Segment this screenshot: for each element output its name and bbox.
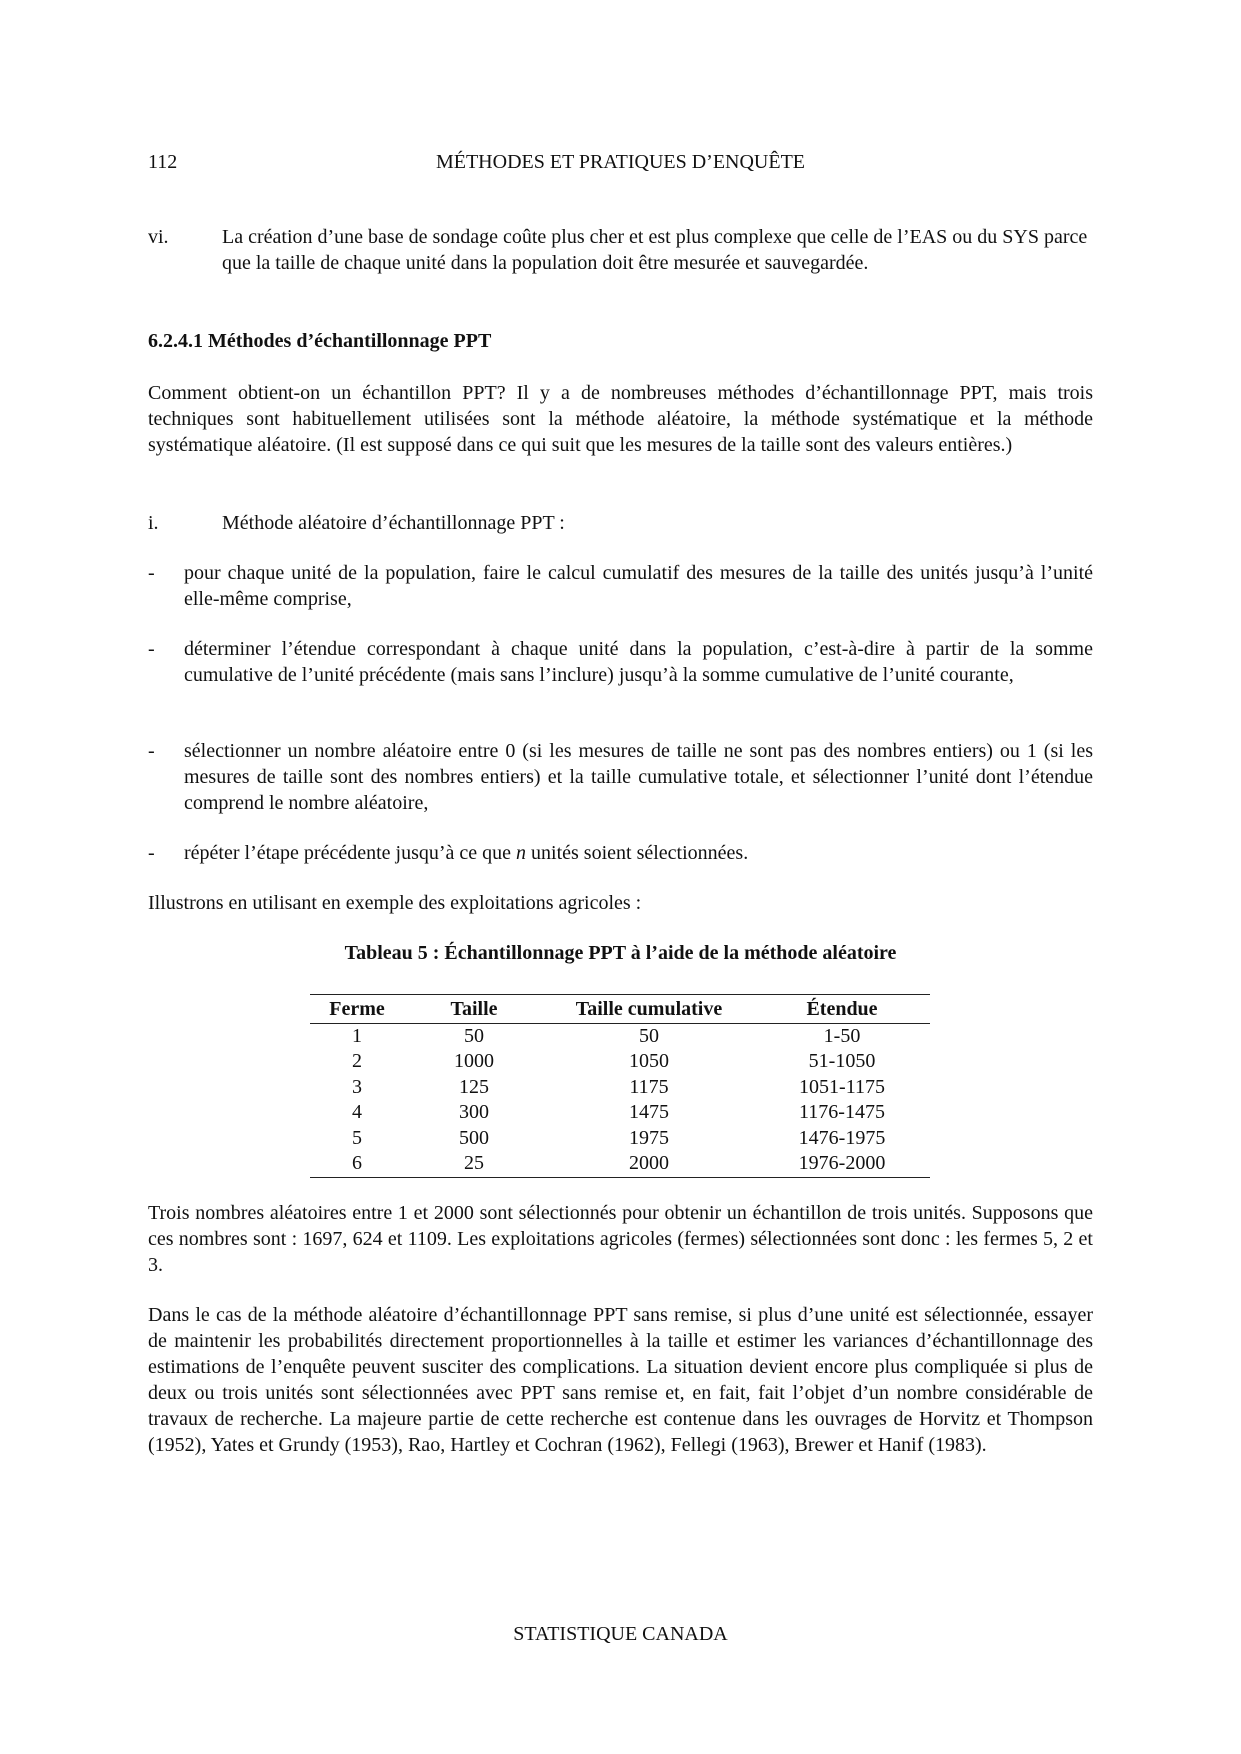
table-cell: 1976-2000 (754, 1151, 930, 1177)
step-text-italic: n (516, 842, 527, 864)
table-cell: 25 (404, 1151, 544, 1177)
method-item-i (148, 510, 565, 536)
table-cell: 5 (352, 1126, 362, 1149)
table-cell: 125 (459, 1075, 489, 1098)
dash-marker: - (148, 740, 155, 762)
column-header-etendue: Étendue (754, 995, 930, 1024)
table-cell: 1050 (629, 1050, 669, 1072)
table-cell: 1176-1475 (799, 1101, 885, 1123)
table-cell: 1051-1175 (799, 1075, 885, 1098)
table-cell: 51-1050 (808, 1050, 876, 1072)
list-marker: vi. (148, 226, 169, 248)
table-cell: 1975 (629, 1126, 669, 1149)
table-row (310, 1023, 930, 1049)
table-row (310, 1151, 930, 1177)
table-cell: 6 (310, 1151, 404, 1177)
table-cell: 500 (459, 1126, 489, 1149)
page-number: 112 (148, 151, 178, 173)
dash-marker: - (148, 842, 155, 864)
table-cell: 1-50 (823, 1024, 861, 1047)
table-cell: 50 (464, 1024, 484, 1047)
table-header-row (310, 995, 930, 1024)
dash-marker: - (148, 638, 155, 660)
column-header-ferme: Ferme (310, 995, 404, 1024)
column-header-taille-cumulative: Taille cumulative (544, 995, 754, 1024)
table-cell: 2 (352, 1050, 362, 1072)
running-title: MÉTHODES ET PRATIQUES D’ENQUÊTE (435, 151, 806, 173)
table-row (310, 1075, 930, 1101)
table-row (310, 1049, 930, 1075)
list-marker: i. (148, 512, 159, 534)
table-cell: 2000 (544, 1151, 754, 1177)
table-cell: 3 (352, 1075, 362, 1098)
illustration-intro: Illustrons en utilisant en exemple des exploitations agricoles : (148, 892, 642, 914)
table-cell: 1475 (629, 1101, 669, 1123)
table-cell: 1476-1975 (798, 1126, 886, 1149)
table-row (310, 1100, 930, 1126)
table-cell: 1 (352, 1024, 362, 1047)
step-text: déterminer l’étendue correspondant à chaque unité dans la population, c’est-à-dire à partir de la somme cumulative de l’unité précédente (mais sans l’inclure) jusqu’à la somme cumulative de l’unité courante, (184, 638, 1093, 686)
farm-table (310, 994, 930, 1178)
random-numbers-paragraph: Trois nombres aléatoires entre 1 et 2000 sont sélectionnés pour obtenir un échantillon de trois unités. Supposons que ces nombres sont : 1697, 624 et 1109. Les exploitations agricoles (fermes) sélectionnées sont donc : les fermes 5, 2 et 3. (148, 1202, 1093, 1276)
table-cell: 1175 (629, 1075, 669, 1098)
step-text-after: unités soient sélectionnées. (526, 842, 749, 864)
table-cell: 300 (459, 1101, 489, 1123)
step-text: sélectionner un nombre aléatoire entre 0 (si les mesures de taille ne sont pas des nombres entiers) ou 1 (si les mesures de taille sont des nombres entiers) et la taille cumulative totale, et sélectionner l’unité dont l’étendue comprend le nombre aléatoire, (184, 740, 1093, 814)
list-item-text: La création d’une base de sondage coûte plus cher et est plus complexe que celle de l’EAS ou du SYS parce que la taille de chaque unité dans la population doit être mesurée et sauvegardée. (222, 226, 1088, 274)
without-replacement-paragraph: Dans le cas de la méthode aléatoire d’échantillonnage PPT sans remise, si plus d’une unité est sélectionnée, essayer de maintenir les probabilités directement proportionnelles à la taille et estimer les variances d’échantillonnage des estimations de l’enquête peuvent susciter des complications. La situation devient encore plus compliquée si plus de deux ou trois unités sont sélectionnées avec PPT sans remise et, en fait, fait l’objet d’un nombre considérable de travaux de recherche. La majeure partie de cette recherche est contenue dans les ouvrages de Horvitz et Thompson (1952), Yates et Grundy (1953), Rao, Hartley et Cochran (1962), Fellegi (1963), Brewer et Hanif (1983). (148, 1304, 1093, 1456)
table-row (310, 1126, 930, 1152)
table-cell: 50 (639, 1024, 659, 1047)
column-header-taille: Taille (404, 995, 544, 1024)
method-item-text: Méthode aléatoire d’échantillonnage PPT : (222, 512, 565, 534)
step-text (184, 840, 1093, 866)
step-text: pour chaque unité de la population, faire le calcul cumulatif des mesures de la taille des unités jusqu’à l’unité elle-même comprise, (184, 562, 1093, 610)
section-heading: 6.2.4.1 Méthodes d’échantillonnage PPT (148, 330, 492, 352)
intro-paragraph: Comment obtient-on un échantillon PPT? Il y a de nombreuses méthodes d’échantillonnage PPT, mais trois techniques sont habituellement utilisées sont la méthode aléatoire, la méthode systématique et la méthode systématique aléatoire. (Il est supposé dans ce qui suit que les mesures de la taille sont des valeurs entières.) (148, 382, 1093, 456)
table-cell: 1000 (454, 1050, 494, 1072)
page-footer: STATISTIQUE CANADA (513, 1623, 728, 1645)
table-caption: Tableau 5 : Échantillonnage PPT à l’aide de la méthode aléatoire (344, 942, 897, 964)
step-text-before: répéter l’étape précédente jusqu’à ce que (184, 842, 517, 864)
dash-marker: - (148, 562, 155, 584)
table-cell: 4 (352, 1101, 362, 1123)
